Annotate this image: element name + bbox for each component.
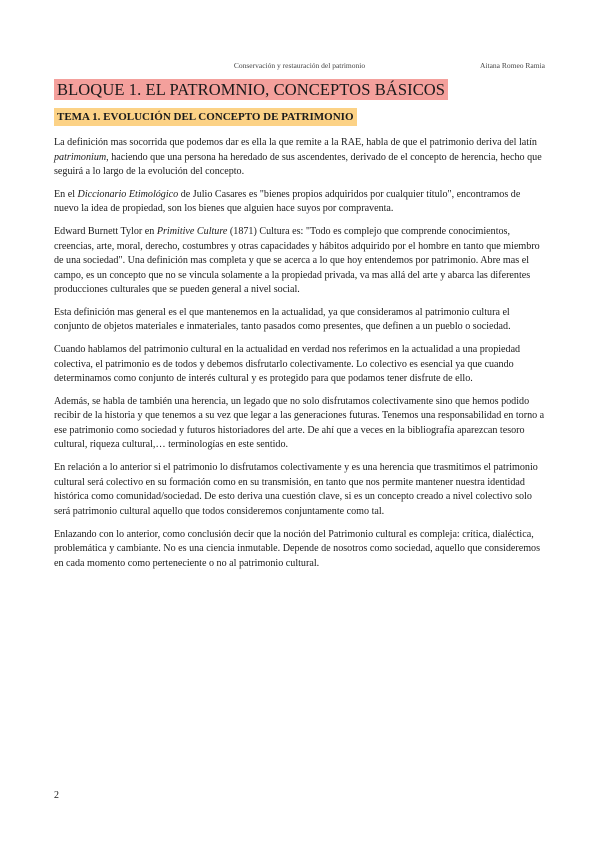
block-heading: BLOQUE 1. EL PATROMNIO, CONCEPTOS BÁSICOS: [54, 79, 448, 100]
paragraph-2-italic: Diccionario Etimológico: [77, 188, 179, 200]
paragraph-5: Cuando hablamos del patrimonio cultural en la actualidad en verdad nos referimos en la actualidad a una propiedad colectiva, el patrimonio es de todos y debemos disfrutarlo colectivamente. Lo colectivo es esencial ya que cuando determinamos como conjunto de interés cultural y es protegido para que podamos tener disfrute de ello.: [54, 344, 521, 385]
paragraph-3-text-b: (1871) Cultura es: "Todo es complejo que comprende conocimientos, creencias, arte, moral, derecho, costumbres y otras capacidades y hábitos adquirido por el hombre en tanto que miembro de una sociedad". Una definición mas completa y que se acerca a lo que hoy entendemos por patrimonio. Abre mas el campo, es un concepto que no se vincula solamente a la propiedad privada, va mas allá del arte y abarca las diferentes producciones culturales que se pueden general a nivel social.: [54, 226, 540, 296]
header-course-title: Conservación y restauración del patrimonio: [233, 61, 366, 70]
paragraph-3-italic: Primitive Culture: [156, 226, 228, 238]
paragraph-1-text-a: La definición mas socorrida que podemos dar es ella la que remite a la RAE, habla de que el patrimonio deriva del latín: [54, 137, 537, 148]
paragraph-8: Enlazando con lo anterior, como conclusión decir que la noción del Patrimonio cultural es compleja: crítica, dialéctica, problemática y cambiante. No es una ciencia inmutable. Depende de nosotros como sociedad, aquello que consideremos en cada momento como perteneciente o no al patrimonio cultural.: [54, 528, 541, 569]
paragraph-2-text-a: En el: [54, 188, 78, 200]
topic-heading: TEMA 1. EVOLUCIÓN DEL CONCEPTO DE PATRIMONIO: [54, 108, 357, 126]
paragraph-1-italic: patrimonium: [54, 151, 107, 163]
paragraph-1-text-b: , haciendo que una persona ha heredado de sus ascendentes, derivado de el concepto de herencia, hecho que seguirá a lo largo de la evolución del concepto.: [54, 151, 542, 177]
paragraph-4: Esta definición mas general es el que mantenemos en la actualidad, ya que consideramos al patrimonio cultura el conjunto de objetos materiales e inmateriales, tanto pasados como presentes, que definen a un pueblo o sociedad.: [54, 306, 511, 333]
paragraph-1: [54, 136, 546, 180]
paragraph-7: En relación a lo anterior si el patrimonio lo disfrutamos colectivamente y es una herencia que trasmitimos el patrimonio cultural será colectivo en su formación como en su transmisión, en tanto que nos permite mantener nuestra identidad histórica como comunidad/sociedad. De esto deriva una cuestión clave, si es un concepto creado a nivel colectivo solo será patrimonio cultural aquello que todos consideremos conjuntamente como tal.: [54, 462, 538, 517]
header-author: Aitana Romeo Ramia: [480, 61, 545, 70]
document-body: [54, 136, 546, 579]
paragraph-2-text-b: de Julio Casares es "bienes propios adquiridos por cualquier título", encontramos de nuevo la idea de propiedad, son los bienes que alguien hace suyos por compraventa.: [54, 188, 521, 215]
paragraph-3: [54, 225, 546, 298]
paragraph-2: [54, 188, 546, 217]
page-number: 2: [54, 790, 59, 801]
paragraph-6: Además, se habla de también una herencia, un legado que no solo disfrutamos colectivamente sino que hemos podido recibir de la historia y que tenemos a su vez que legar a las generaciones futuras. Tenemos una responsabilidad en torno a ese patrimonio como sociedad y futuros historiadores del arte. De ahí que a veces en la bibliografía aparezcan tesoro cultural, riqueza cultural,… terminologías en este sentido.: [54, 395, 545, 451]
paragraph-3-text-a: Edward Burnett Tylor en: [54, 226, 157, 238]
